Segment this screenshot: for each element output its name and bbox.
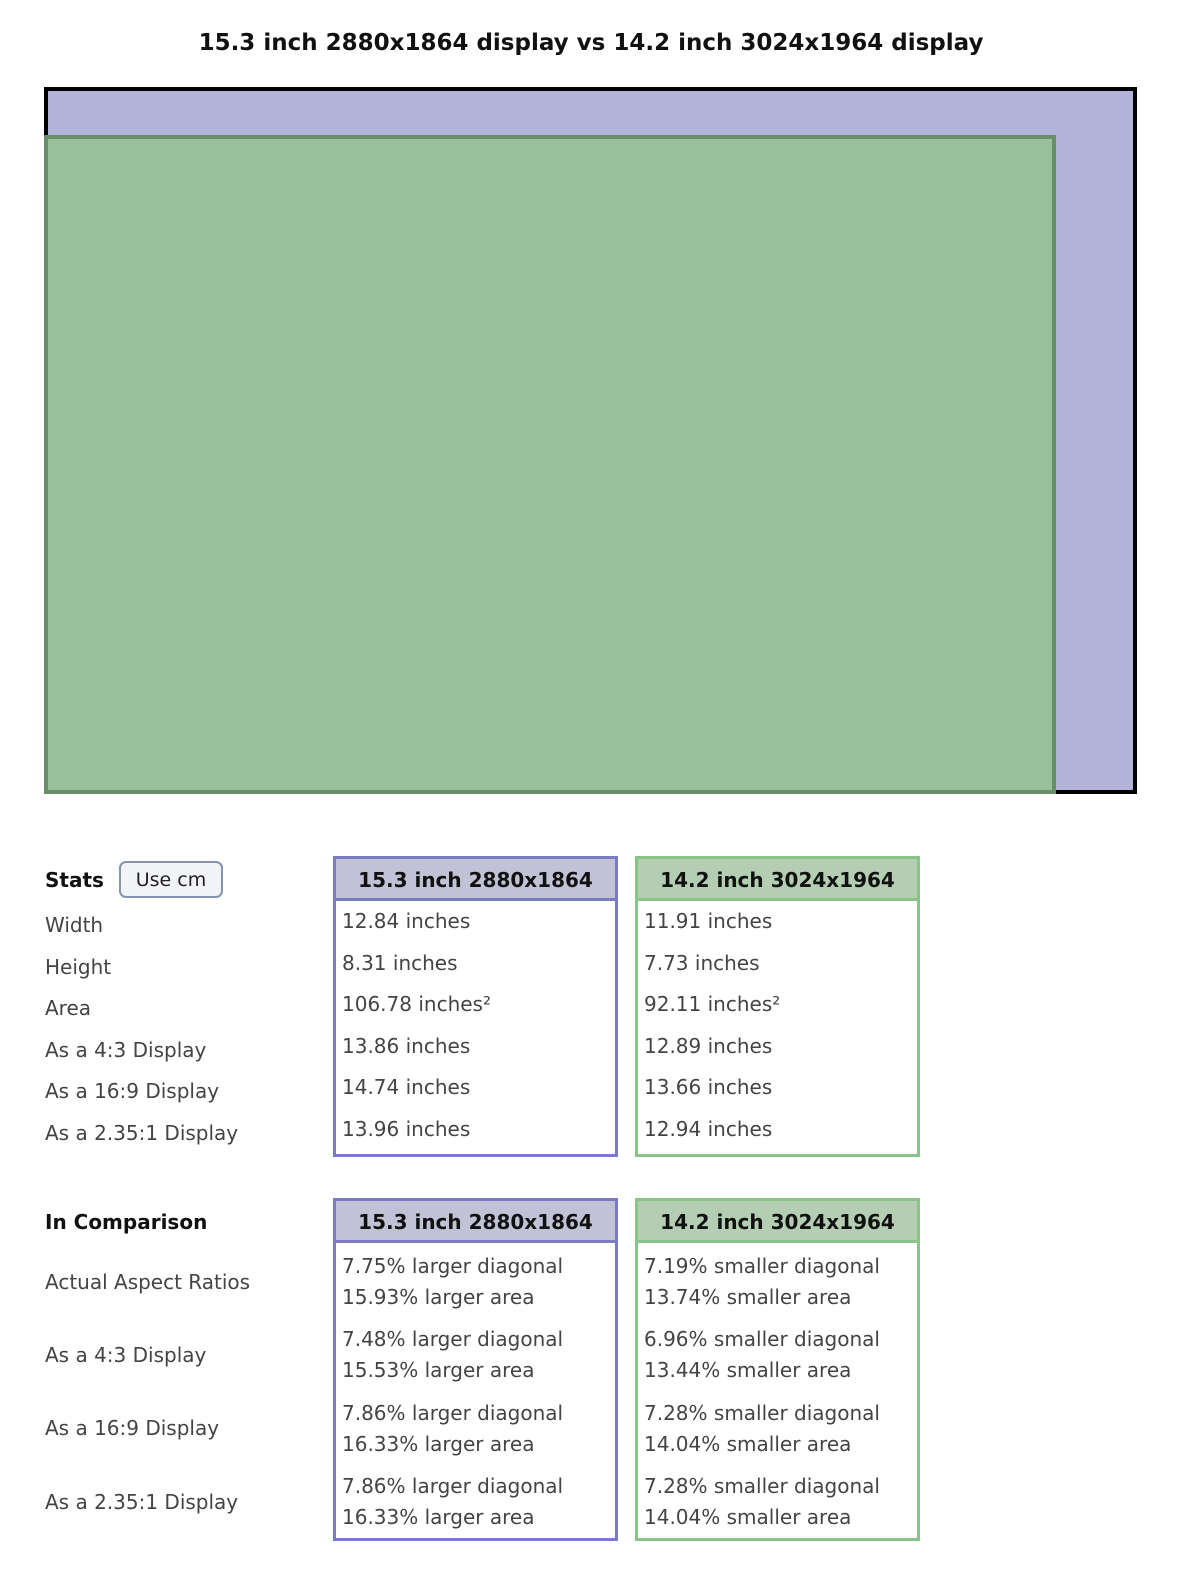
diagonal-diff: 7.28% smaller diagonal [644, 1400, 880, 1425]
page-title: 15.3 inch 2880x1864 display vs 14.2 inch 3024x1964 display [198, 30, 984, 56]
comparison-cell [638, 1243, 917, 1316]
comparison-cell [336, 1243, 615, 1316]
stats-cell: 92.11 inches² [644, 992, 781, 1016]
comparison-cell [638, 1316, 917, 1389]
comparison-cell [638, 1463, 917, 1536]
comparison-cell [638, 1390, 917, 1463]
comparison-cell [336, 1463, 615, 1536]
comparison-column-header: 14.2 inch 3024x1964 [638, 1201, 917, 1243]
stats-column-header: 14.2 inch 3024x1964 [638, 859, 917, 901]
stats-column-display-a [333, 856, 618, 1157]
comparison-cell [336, 1390, 615, 1463]
stats-row-label: Width [45, 913, 104, 937]
stats-row-label: As a 16:9 Display [45, 1079, 220, 1103]
stats-cell: 13.96 inches [342, 1116, 471, 1141]
area-diff: 14.04% smaller area [644, 1504, 852, 1529]
stats-column-header: 15.3 inch 2880x1864 [336, 859, 615, 901]
stats-cell: 14.74 inches [342, 1075, 471, 1099]
area-diff: 15.53% larger area [342, 1358, 535, 1383]
stats-column-display-b [635, 856, 920, 1157]
comparison-column-header: 15.3 inch 2880x1864 [336, 1201, 615, 1243]
area-diff: 13.44% smaller area [644, 1358, 852, 1383]
stats-row-label: Height [45, 955, 112, 979]
stats-cell: 13.66 inches [644, 1075, 773, 1099]
area-diff: 16.33% larger area [342, 1431, 535, 1456]
diagonal-diff: 7.48% larger diagonal [342, 1327, 564, 1352]
stats-cell: 12.89 inches [644, 1033, 773, 1058]
stats-cell: 12.94 inches [644, 1116, 773, 1141]
display-b-rectangle [44, 135, 1056, 794]
area-diff: 16.33% larger area [342, 1504, 535, 1529]
area-diff: 13.74% smaller area [644, 1285, 852, 1309]
stats-cell: 13.86 inches [342, 1033, 471, 1058]
diagonal-diff: 7.28% smaller diagonal [644, 1473, 880, 1498]
comparison-column-display-a [333, 1198, 618, 1541]
area-diff: 15.93% larger area [342, 1285, 535, 1309]
stats-row-label: Area [45, 996, 92, 1020]
size-comparison-diagram [44, 87, 1136, 793]
comparison-column-display-b [635, 1198, 920, 1541]
stats-cell: 7.73 inches [644, 950, 760, 975]
comparison-row-label: As a 2.35:1 Display [45, 1490, 239, 1514]
comparison-heading: In Comparison [45, 1210, 208, 1234]
diagonal-diff: 7.75% larger diagonal [342, 1254, 564, 1278]
stats-cell: 106.78 inches² [342, 992, 491, 1016]
comparison-row-label: Actual Aspect Ratios [45, 1270, 251, 1294]
diagonal-diff: 7.86% larger diagonal [342, 1473, 564, 1498]
stats-cell: 12.84 inches [342, 909, 471, 933]
comparison-cell [336, 1316, 615, 1389]
diagonal-diff: 6.96% smaller diagonal [644, 1327, 880, 1352]
diagonal-diff: 7.19% smaller diagonal [644, 1254, 880, 1278]
area-diff: 14.04% smaller area [644, 1431, 852, 1456]
stats-row-label: As a 2.35:1 Display [45, 1121, 239, 1145]
comparison-row-label: As a 16:9 Display [45, 1416, 220, 1440]
stats-cell: 11.91 inches [644, 909, 773, 933]
use-cm-button[interactable]: Use cm [119, 861, 223, 898]
stats-row-label: As a 4:3 Display [45, 1038, 207, 1062]
stats-heading: Stats [45, 868, 104, 892]
comparison-row-label: As a 4:3 Display [45, 1343, 207, 1367]
stats-cell: 8.31 inches [342, 950, 458, 975]
diagonal-diff: 7.86% larger diagonal [342, 1400, 564, 1425]
